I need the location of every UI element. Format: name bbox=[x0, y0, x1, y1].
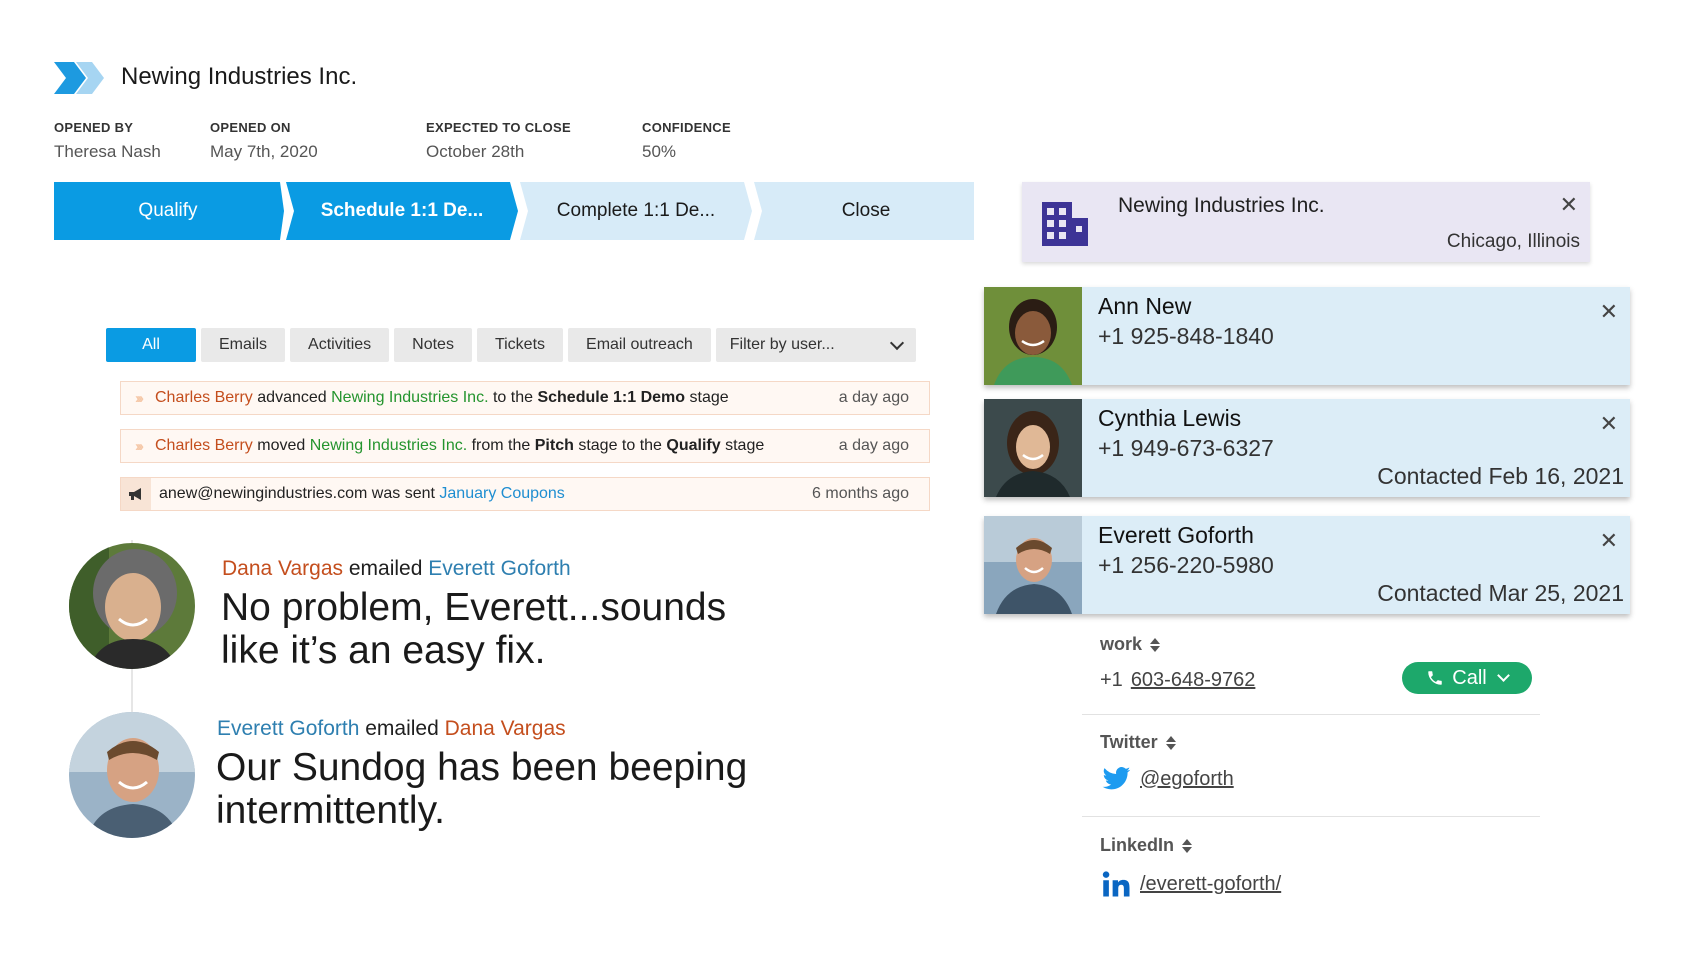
twitter-value bbox=[1102, 767, 1234, 791]
chevron-down-icon bbox=[1497, 669, 1510, 682]
email-body[interactable]: No problem, Everett...sounds like it’s an easy fix. bbox=[221, 586, 727, 672]
stage-qualify[interactable]: Qualify bbox=[138, 200, 198, 221]
phone-icon bbox=[1426, 669, 1444, 687]
filter-by-user-select[interactable] bbox=[716, 328, 916, 362]
activity-time: a day ago bbox=[838, 437, 909, 454]
avatar-everett-goforth[interactable] bbox=[69, 712, 195, 838]
contact-last-contacted: Contacted Mar 25, 2021 bbox=[1377, 580, 1624, 606]
work-phone-value: +1 603-648-9762 bbox=[1100, 669, 1256, 691]
meta-opened-on: OPENED ON May 7th, 2020 bbox=[210, 120, 318, 161]
tab-all[interactable]: All bbox=[106, 328, 196, 362]
avatar-dana-vargas[interactable] bbox=[69, 543, 195, 669]
activity-filter-tabs bbox=[106, 328, 916, 362]
tab-email-outreach[interactable]: Email outreach bbox=[568, 328, 711, 362]
meta-confidence: CONFIDENCE 50% bbox=[642, 120, 731, 161]
divider bbox=[1082, 816, 1540, 817]
call-button-label: Call bbox=[1452, 666, 1487, 689]
activity-email: anew@newingindustries.com bbox=[159, 485, 368, 502]
activity-row[interactable]: ››› Charles Berry advanced Newing Industries Inc. to the Schedule 1:1 Demo stage a day ago bbox=[120, 381, 930, 415]
activity-campaign-link[interactable]: January Coupons bbox=[439, 485, 565, 502]
call-button[interactable] bbox=[1402, 662, 1532, 694]
close-icon[interactable]: ✕ bbox=[1559, 192, 1578, 217]
activity-time: a day ago bbox=[838, 389, 909, 406]
stage-close[interactable]: Close bbox=[841, 200, 891, 221]
sort-icon bbox=[1166, 736, 1176, 750]
company-location: Chicago, Illinois bbox=[1446, 231, 1580, 252]
sort-icon bbox=[1182, 839, 1192, 853]
activity-row[interactable]: ››› Charles Berry moved Newing Industries Inc. from the Pitch stage to the Qualify stage a day ago bbox=[120, 429, 930, 463]
linkedin-label[interactable]: LinkedIn bbox=[1100, 835, 1192, 856]
company-name: Newing Industries Inc. bbox=[1118, 194, 1325, 217]
close-icon[interactable]: ✕ bbox=[1599, 299, 1618, 324]
twitter-label[interactable]: Twitter bbox=[1100, 732, 1176, 753]
activity-company[interactable]: Newing Industries Inc. bbox=[331, 389, 489, 406]
contact-name: Cynthia Lewis bbox=[1098, 405, 1242, 431]
activity-company[interactable]: Newing Industries Inc. bbox=[309, 437, 468, 454]
activity-actor[interactable]: Charles Berry bbox=[155, 437, 253, 454]
stage-pipeline bbox=[54, 182, 974, 240]
email-sender[interactable]: Dana Vargas bbox=[222, 557, 344, 580]
work-phone-label[interactable]: work bbox=[1100, 634, 1160, 655]
company-card[interactable] bbox=[1022, 182, 1590, 262]
email-header: Dana Vargas emailed Everett Goforth bbox=[222, 557, 571, 580]
contact-card[interactable] bbox=[984, 287, 1630, 385]
contact-name: Everett Goforth bbox=[1098, 522, 1254, 548]
stage-complete-demo[interactable]: Complete 1:1 De... bbox=[556, 200, 716, 221]
activity-time: 6 months ago bbox=[812, 485, 909, 502]
contact-card[interactable] bbox=[984, 516, 1630, 614]
tab-tickets[interactable]: Tickets bbox=[477, 328, 563, 362]
twitter-handle-link[interactable]: @egoforth bbox=[1140, 767, 1234, 790]
contact-photo bbox=[984, 516, 1082, 614]
meta-expected-close: EXPECTED TO CLOSE October 28th bbox=[426, 120, 571, 161]
contact-last-contacted: Contacted Feb 16, 2021 bbox=[1377, 463, 1624, 489]
linkedin-profile-link[interactable]: /everett-goforth/ bbox=[1140, 872, 1282, 895]
twitter-icon bbox=[1102, 767, 1132, 791]
tab-emails[interactable]: Emails bbox=[201, 328, 285, 362]
tab-notes[interactable]: Notes bbox=[394, 328, 472, 362]
contact-name: Ann New bbox=[1098, 293, 1192, 319]
stage-arrows-icon: ››› bbox=[135, 437, 141, 455]
work-phone-link[interactable]: 603-648-9762 bbox=[1130, 669, 1256, 691]
contact-phone[interactable]: +1 949-673-6327 bbox=[1098, 435, 1274, 461]
activity-actor[interactable]: Charles Berry bbox=[155, 389, 253, 406]
linkedin-value bbox=[1102, 870, 1281, 898]
building-icon bbox=[1040, 200, 1090, 248]
stage-arrows-icon: ››› bbox=[135, 389, 141, 407]
linkedin-icon bbox=[1102, 870, 1132, 898]
contact-card[interactable] bbox=[984, 399, 1630, 497]
contact-phone[interactable]: +1 925-848-1840 bbox=[1098, 323, 1274, 349]
chevron-down-icon bbox=[890, 335, 904, 349]
sort-icon bbox=[1150, 638, 1160, 652]
megaphone-icon bbox=[121, 478, 151, 510]
divider bbox=[1082, 714, 1540, 715]
close-icon[interactable]: ✕ bbox=[1599, 411, 1618, 436]
email-body[interactable]: Our Sundog has been beeping intermittently. bbox=[216, 746, 748, 832]
close-icon[interactable]: ✕ bbox=[1599, 528, 1618, 553]
contact-photo bbox=[984, 287, 1082, 385]
email-header: Everett Goforth emailed Dana Vargas bbox=[217, 717, 566, 740]
app-logo-icon bbox=[54, 62, 106, 94]
email-sender[interactable]: Everett Goforth bbox=[217, 717, 360, 740]
tab-activities[interactable]: Activities bbox=[290, 328, 389, 362]
activity-row[interactable]: anew@newingindustries.com was sent January Coupons 6 months ago bbox=[120, 477, 930, 511]
email-recipient[interactable]: Everett Goforth bbox=[428, 557, 571, 580]
contact-phone[interactable]: +1 256-220-5980 bbox=[1098, 552, 1274, 578]
filter-by-user-label: Filter by user... bbox=[729, 336, 835, 353]
meta-opened-by: OPENED BY Theresa Nash bbox=[54, 120, 161, 161]
contact-photo bbox=[984, 399, 1082, 497]
page-title: Newing Industries Inc. bbox=[121, 63, 358, 90]
stage-schedule-demo[interactable]: Schedule 1:1 De... bbox=[320, 200, 484, 221]
email-recipient[interactable]: Dana Vargas bbox=[444, 717, 566, 740]
